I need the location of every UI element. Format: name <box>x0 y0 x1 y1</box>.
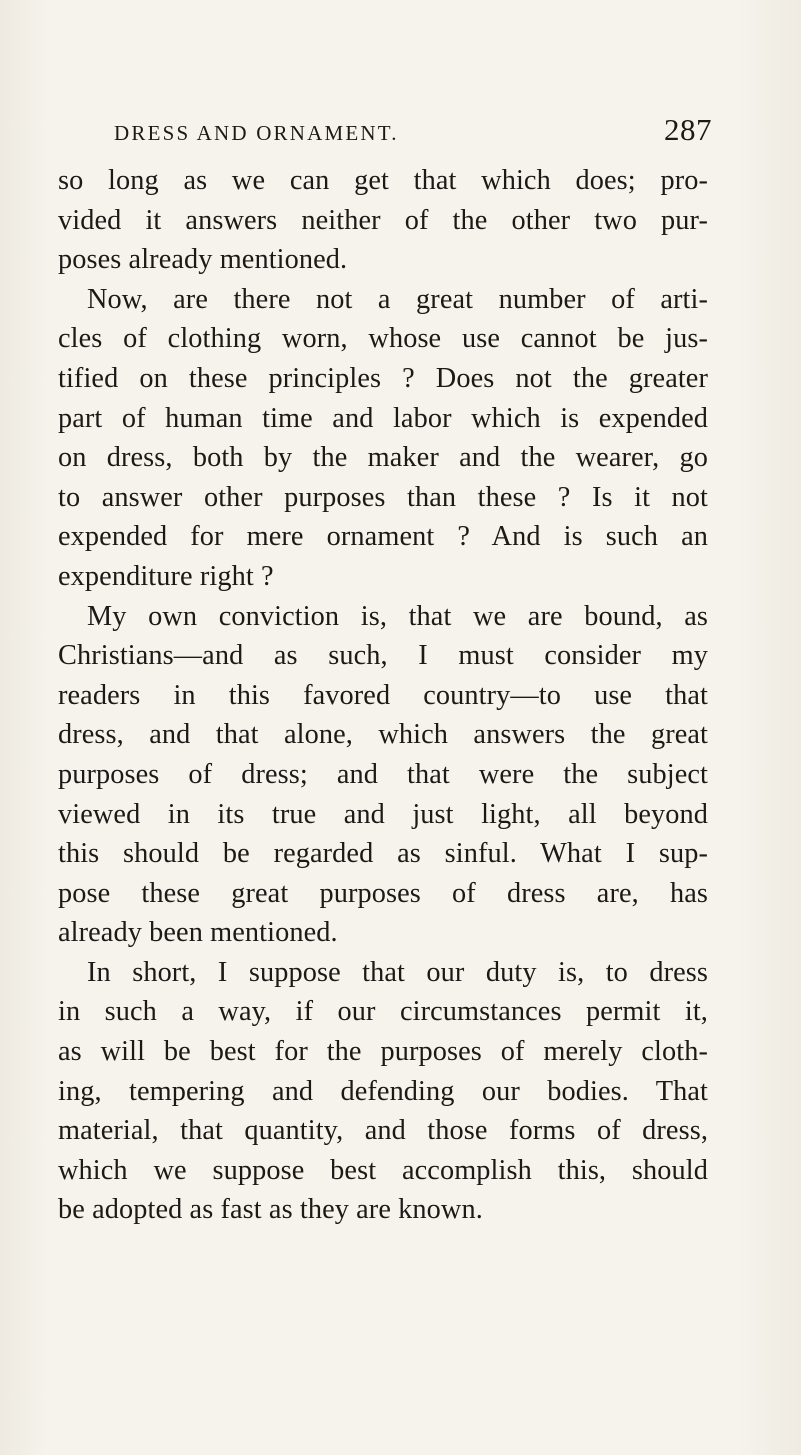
text-line: In short, I suppose that our duty is, to dress <box>87 956 708 988</box>
text-line: Now, are there not a great number of arti- <box>87 283 708 315</box>
text-line: ing, tempering and defending our bodies. That <box>58 1075 708 1107</box>
text-line: part of human time and labor which is expended <box>58 402 708 434</box>
text-line: in such a way, if our circumstances permit it, <box>58 996 708 1028</box>
text-line: so long as we can get that which does; pro- <box>58 165 708 196</box>
text-line: tified on these principles ? Does not the greater <box>58 362 708 394</box>
page-number: 287 <box>664 112 712 147</box>
text-line: expended for mere ornament ? And is such an <box>58 521 708 553</box>
text-line: poses already mentioned. <box>58 244 348 276</box>
text-line: which we suppose best accomplish this, should <box>58 1154 708 1186</box>
text-line: pose these great purposes of dress are, has <box>58 877 708 909</box>
body-text <box>58 161 708 1230</box>
running-head <box>60 112 712 158</box>
text-line: Christians—and as such, I must consider my <box>58 640 708 672</box>
text-line: as will be best for the purposes of merely cloth- <box>58 1036 708 1068</box>
text-line: cles of clothing worn, whose use cannot be jus- <box>58 323 708 355</box>
text-line: purposes of dress; and that were the subject <box>58 758 708 790</box>
text-line: this should be regarded as sinful. What I sup- <box>58 838 708 870</box>
text-line: material, that quantity, and those forms of dress, <box>58 1115 708 1147</box>
text-line: already been mentioned. <box>58 917 338 949</box>
text-line: be adopted as fast as they are known. <box>58 1194 483 1226</box>
text-line: viewed in its true and just light, all beyond <box>58 798 708 830</box>
text-line: My own conviction is, that we are bound, as <box>87 600 708 632</box>
text-line: to answer other purposes than these ? Is it not <box>58 481 708 513</box>
text-line: on dress, both by the maker and the wearer, go <box>58 442 708 474</box>
text-line: expenditure right ? <box>58 560 274 592</box>
running-title: DRESS AND ORNAMENT. <box>114 121 399 145</box>
text-line: dress, and that alone, which answers the great <box>58 719 708 751</box>
text-line: vided it answers neither of the other two pur- <box>58 204 708 236</box>
text-line: readers in this favored country—to use that <box>58 679 708 711</box>
